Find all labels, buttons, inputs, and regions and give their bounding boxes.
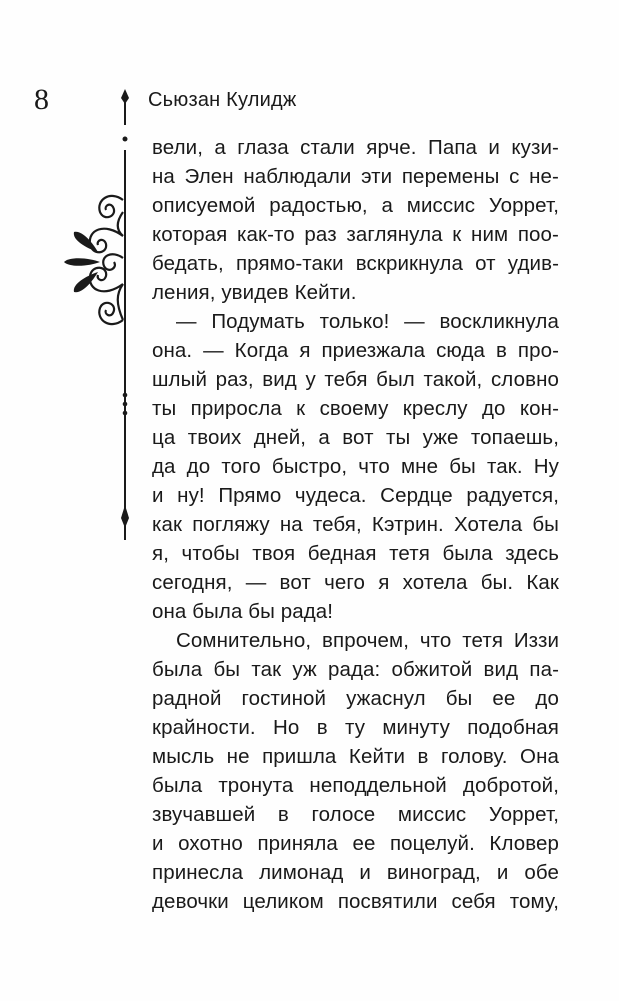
text-line: девочки целиком посвятили себя тому, xyxy=(152,890,559,913)
text-line: мысль не пришла Кейти в голову. Она xyxy=(152,745,559,768)
text-line: бедать, прямо-таки вскрикнула от удив- xyxy=(152,252,559,275)
text-line: была бы так уж рада: обжитой вид па- xyxy=(152,658,559,681)
page-number: 8 xyxy=(34,83,49,116)
text-line: Сомнительно, впрочем, что тетя Иззи xyxy=(176,629,559,652)
text-line: сегодня, — вот чего я хотела бы. Как xyxy=(152,571,559,594)
text-line: ца твоих дней, а вот ты уже топаешь, xyxy=(152,426,559,449)
text-line: ления, увидев Кейти. xyxy=(152,281,357,304)
text-line: и охотно приняла ее поцелуй. Кловер xyxy=(152,832,559,855)
text-line: — Подумать только! — воскликнула xyxy=(176,310,559,333)
body-text xyxy=(152,133,559,916)
text-line: и ну! Прямо чудеса. Сердце радуется, xyxy=(152,484,559,507)
text-line: была тронута неподдельной добротой, xyxy=(152,774,559,797)
text-line: вели, а глаза стали ярче. Папа и кузи- xyxy=(152,136,559,159)
floral-flourish-icon xyxy=(0,0,140,560)
text-line: принесла лимонад и виноград, и обе xyxy=(152,861,559,884)
text-line: шлый раз, вид у тебя был такой, словно xyxy=(152,368,559,391)
running-head: Сьюзан Кулидж xyxy=(148,89,297,111)
text-line: радной гостиной ужаснул бы ее до xyxy=(152,687,559,710)
text-line: ты приросла к своему креслу до кон- xyxy=(152,397,559,420)
text-line: на Элен наблюдали эти перемены с не- xyxy=(152,165,559,188)
text-line: она была бы рада! xyxy=(152,600,334,623)
text-line: звучавшей в голосе миссис Уоррет, xyxy=(152,803,559,826)
text-line: описуемой радостью, а миссис Уоррет, xyxy=(152,194,559,217)
text-line: она. — Когда я приезжала сюда в про- xyxy=(152,339,559,362)
text-line: я, чтобы твоя бедная тетя была здесь xyxy=(152,542,559,565)
text-line: да до того быстро, что мне бы так. Ну xyxy=(152,455,559,478)
text-line: как погляжу на тебя, Кэтрин. Хотела бы xyxy=(152,513,559,536)
text-line: которая как-то раз заглянула к ним поо- xyxy=(152,223,559,246)
text-line: крайности. Но в ту минуту подобная xyxy=(152,716,559,739)
